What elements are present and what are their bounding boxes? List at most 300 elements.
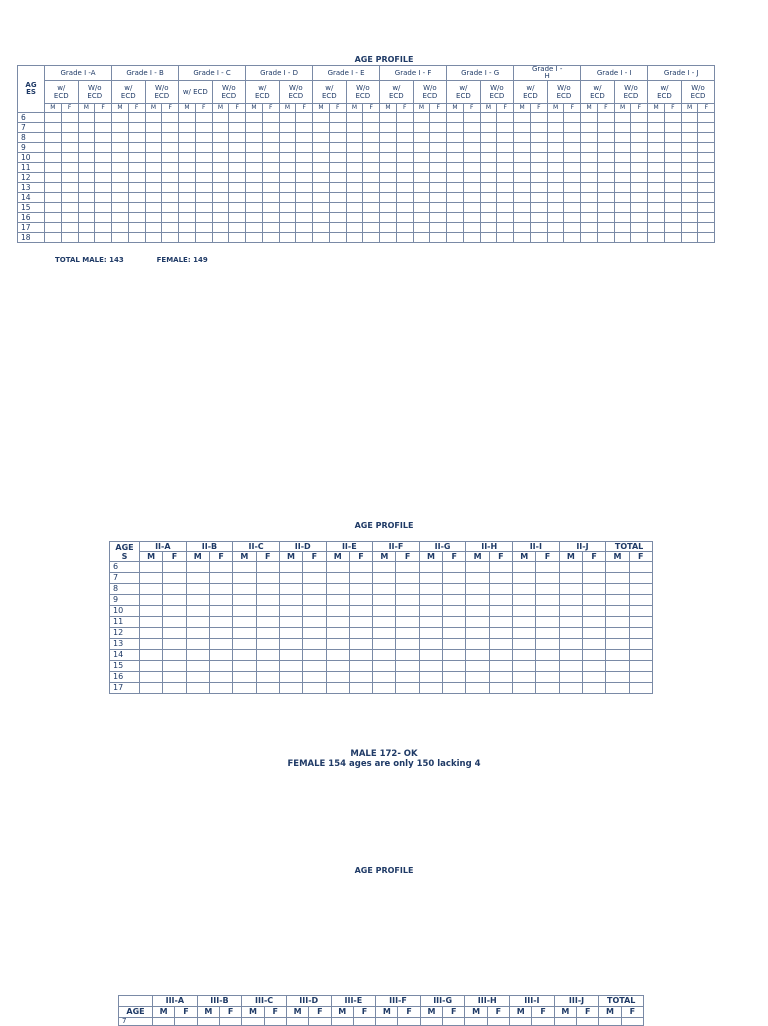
count-cell[interactable] xyxy=(256,617,279,628)
count-cell[interactable] xyxy=(229,233,246,243)
count-cell[interactable] xyxy=(396,639,419,650)
count-cell[interactable] xyxy=(145,143,162,153)
count-cell[interactable] xyxy=(163,661,186,672)
count-cell[interactable] xyxy=(162,233,179,243)
count-cell[interactable] xyxy=(229,173,246,183)
count-cell[interactable] xyxy=(614,113,631,123)
count-cell[interactable] xyxy=(363,183,380,193)
count-cell[interactable] xyxy=(296,143,313,153)
count-cell[interactable] xyxy=(279,213,296,223)
count-cell[interactable] xyxy=(597,123,614,133)
count-cell[interactable] xyxy=(195,143,212,153)
count-cell[interactable] xyxy=(163,639,186,650)
count-cell[interactable] xyxy=(614,143,631,153)
count-cell[interactable] xyxy=(547,173,564,183)
count-cell[interactable] xyxy=(179,193,196,203)
count-cell[interactable] xyxy=(430,233,447,243)
count-cell[interactable] xyxy=(313,123,330,133)
count-cell[interactable] xyxy=(233,672,256,683)
count-cell[interactable] xyxy=(564,163,581,173)
count-cell[interactable] xyxy=(497,163,514,173)
count-cell[interactable] xyxy=(128,173,145,183)
count-cell[interactable] xyxy=(559,661,582,672)
count-cell[interactable] xyxy=(128,133,145,143)
count-cell[interactable] xyxy=(581,163,598,173)
count-cell[interactable] xyxy=(346,113,363,123)
count-cell[interactable] xyxy=(233,628,256,639)
count-cell[interactable] xyxy=(564,213,581,223)
count-cell[interactable] xyxy=(313,233,330,243)
count-cell[interactable] xyxy=(163,683,186,694)
count-cell[interactable] xyxy=(163,606,186,617)
count-cell[interactable] xyxy=(246,143,263,153)
count-cell[interactable] xyxy=(606,595,629,606)
count-cell[interactable] xyxy=(179,113,196,123)
count-cell[interactable] xyxy=(396,628,419,639)
count-cell[interactable] xyxy=(209,595,232,606)
count-cell[interactable] xyxy=(140,650,163,661)
count-cell[interactable] xyxy=(582,584,605,595)
count-cell[interactable] xyxy=(145,113,162,123)
count-cell[interactable] xyxy=(61,213,78,223)
count-cell[interactable] xyxy=(179,123,196,133)
count-cell[interactable] xyxy=(497,133,514,143)
count-cell[interactable] xyxy=(513,617,536,628)
count-cell[interactable] xyxy=(212,163,229,173)
count-cell[interactable] xyxy=(346,223,363,233)
count-cell[interactable] xyxy=(373,584,396,595)
count-cell[interactable] xyxy=(597,203,614,213)
count-cell[interactable] xyxy=(313,133,330,143)
count-cell[interactable] xyxy=(162,183,179,193)
count-cell[interactable] xyxy=(629,562,652,573)
count-cell[interactable] xyxy=(195,193,212,203)
count-cell[interactable] xyxy=(61,223,78,233)
count-cell[interactable] xyxy=(279,133,296,143)
count-cell[interactable] xyxy=(564,173,581,183)
count-cell[interactable] xyxy=(162,113,179,123)
count-cell[interactable] xyxy=(698,173,715,183)
count-cell[interactable] xyxy=(246,183,263,193)
count-cell[interactable] xyxy=(373,628,396,639)
count-cell[interactable] xyxy=(279,113,296,123)
count-cell[interactable] xyxy=(466,650,489,661)
count-cell[interactable] xyxy=(536,672,559,683)
count-cell[interactable] xyxy=(514,123,531,133)
count-cell[interactable] xyxy=(606,573,629,584)
count-cell[interactable] xyxy=(396,683,419,694)
count-cell[interactable] xyxy=(489,606,512,617)
count-cell[interactable] xyxy=(112,173,129,183)
count-cell[interactable] xyxy=(681,143,698,153)
count-cell[interactable] xyxy=(530,163,547,173)
count-cell[interactable] xyxy=(597,213,614,223)
count-cell[interactable] xyxy=(349,661,372,672)
count-cell[interactable] xyxy=(664,173,681,183)
count-cell[interactable] xyxy=(128,233,145,243)
count-cell[interactable] xyxy=(380,133,397,143)
count-cell[interactable] xyxy=(463,193,480,203)
count-cell[interactable] xyxy=(45,163,62,173)
count-cell[interactable] xyxy=(262,143,279,153)
count-cell[interactable] xyxy=(419,683,442,694)
count-cell[interactable] xyxy=(413,163,430,173)
count-cell[interactable] xyxy=(681,123,698,133)
count-cell[interactable] xyxy=(229,163,246,173)
count-cell[interactable] xyxy=(212,143,229,153)
count-cell[interactable] xyxy=(140,639,163,650)
count-cell[interactable] xyxy=(530,123,547,133)
count-cell[interactable] xyxy=(179,233,196,243)
count-cell[interactable] xyxy=(212,213,229,223)
count-cell[interactable] xyxy=(480,203,497,213)
count-cell[interactable] xyxy=(631,163,648,173)
count-cell[interactable] xyxy=(698,183,715,193)
count-cell[interactable] xyxy=(179,163,196,173)
count-cell[interactable] xyxy=(396,193,413,203)
count-cell[interactable] xyxy=(443,650,466,661)
count-cell[interactable] xyxy=(212,113,229,123)
count-cell[interactable] xyxy=(648,233,665,243)
count-cell[interactable] xyxy=(296,153,313,163)
count-cell[interactable] xyxy=(413,213,430,223)
count-cell[interactable] xyxy=(648,133,665,143)
count-cell[interactable] xyxy=(329,123,346,133)
count-cell[interactable] xyxy=(246,163,263,173)
count-cell[interactable] xyxy=(614,183,631,193)
count-cell[interactable] xyxy=(279,650,302,661)
count-cell[interactable] xyxy=(145,163,162,173)
count-cell[interactable] xyxy=(262,183,279,193)
count-cell[interactable] xyxy=(629,606,652,617)
count-cell[interactable] xyxy=(489,573,512,584)
count-cell[interactable] xyxy=(559,606,582,617)
count-cell[interactable] xyxy=(564,123,581,133)
count-cell[interactable] xyxy=(313,193,330,203)
count-cell[interactable] xyxy=(514,163,531,173)
count-cell[interactable] xyxy=(329,223,346,233)
count-cell[interactable] xyxy=(513,672,536,683)
count-cell[interactable] xyxy=(233,661,256,672)
count-cell[interactable] xyxy=(140,584,163,595)
count-cell[interactable] xyxy=(463,183,480,193)
count-cell[interactable] xyxy=(145,203,162,213)
count-cell[interactable] xyxy=(45,203,62,213)
count-cell[interactable] xyxy=(363,213,380,223)
count-cell[interactable] xyxy=(466,595,489,606)
count-cell[interactable] xyxy=(229,153,246,163)
count-cell[interactable] xyxy=(530,143,547,153)
count-cell[interactable] xyxy=(163,617,186,628)
count-cell[interactable] xyxy=(480,213,497,223)
count-cell[interactable] xyxy=(373,650,396,661)
count-cell[interactable] xyxy=(396,584,419,595)
count-cell[interactable] xyxy=(698,133,715,143)
count-cell[interactable] xyxy=(128,163,145,173)
count-cell[interactable] xyxy=(195,223,212,233)
count-cell[interactable] xyxy=(631,113,648,123)
count-cell[interactable] xyxy=(128,223,145,233)
count-cell[interactable] xyxy=(209,606,232,617)
count-cell[interactable] xyxy=(648,153,665,163)
count-cell[interactable] xyxy=(186,573,209,584)
count-cell[interactable] xyxy=(514,143,531,153)
count-cell[interactable] xyxy=(514,193,531,203)
count-cell[interactable] xyxy=(513,595,536,606)
count-cell[interactable] xyxy=(209,562,232,573)
count-cell[interactable] xyxy=(698,193,715,203)
count-cell[interactable] xyxy=(581,203,598,213)
count-cell[interactable] xyxy=(480,113,497,123)
count-cell[interactable] xyxy=(480,163,497,173)
count-cell[interactable] xyxy=(597,223,614,233)
count-cell[interactable] xyxy=(547,183,564,193)
count-cell[interactable] xyxy=(363,233,380,243)
count-cell[interactable] xyxy=(396,123,413,133)
count-cell[interactable] xyxy=(256,584,279,595)
count-cell[interactable] xyxy=(45,153,62,163)
count-cell[interactable] xyxy=(530,133,547,143)
count-cell[interactable] xyxy=(419,661,442,672)
count-cell[interactable] xyxy=(256,683,279,694)
count-cell[interactable] xyxy=(279,233,296,243)
count-cell[interactable] xyxy=(489,584,512,595)
count-cell[interactable] xyxy=(262,193,279,203)
count-cell[interactable] xyxy=(380,193,397,203)
count-cell[interactable] xyxy=(112,143,129,153)
count-cell[interactable] xyxy=(303,683,326,694)
count-cell[interactable] xyxy=(606,562,629,573)
count-cell[interactable] xyxy=(212,173,229,183)
count-cell[interactable] xyxy=(209,628,232,639)
count-cell[interactable] xyxy=(229,223,246,233)
count-cell[interactable] xyxy=(530,113,547,123)
count-cell[interactable] xyxy=(186,617,209,628)
count-cell[interactable] xyxy=(597,163,614,173)
count-cell[interactable] xyxy=(497,223,514,233)
count-cell[interactable] xyxy=(145,213,162,223)
count-cell[interactable] xyxy=(313,143,330,153)
count-cell[interactable] xyxy=(346,143,363,153)
count-cell[interactable] xyxy=(413,153,430,163)
count-cell[interactable] xyxy=(648,173,665,183)
count-cell[interactable] xyxy=(564,113,581,123)
count-cell[interactable] xyxy=(536,595,559,606)
count-cell[interactable] xyxy=(256,650,279,661)
count-cell[interactable] xyxy=(497,183,514,193)
count-cell[interactable] xyxy=(61,133,78,143)
count-cell[interactable] xyxy=(349,595,372,606)
count-cell[interactable] xyxy=(514,203,531,213)
count-cell[interactable] xyxy=(95,193,112,203)
count-cell[interactable] xyxy=(303,562,326,573)
count-cell[interactable] xyxy=(349,628,372,639)
count-cell[interactable] xyxy=(145,173,162,183)
count-cell[interactable] xyxy=(233,584,256,595)
count-cell[interactable] xyxy=(681,153,698,163)
count-cell[interactable] xyxy=(163,595,186,606)
count-cell[interactable] xyxy=(681,173,698,183)
count-cell[interactable] xyxy=(698,213,715,223)
count-cell[interactable] xyxy=(376,1018,398,1026)
count-cell[interactable] xyxy=(536,683,559,694)
count-cell[interactable] xyxy=(112,213,129,223)
count-cell[interactable] xyxy=(629,639,652,650)
count-cell[interactable] xyxy=(447,193,464,203)
count-cell[interactable] xyxy=(536,606,559,617)
count-cell[interactable] xyxy=(373,573,396,584)
count-cell[interactable] xyxy=(95,183,112,193)
count-cell[interactable] xyxy=(581,113,598,123)
count-cell[interactable] xyxy=(564,223,581,233)
count-cell[interactable] xyxy=(480,193,497,203)
count-cell[interactable] xyxy=(279,683,302,694)
count-cell[interactable] xyxy=(233,683,256,694)
count-cell[interactable] xyxy=(466,562,489,573)
count-cell[interactable] xyxy=(419,617,442,628)
count-cell[interactable] xyxy=(329,133,346,143)
count-cell[interactable] xyxy=(329,183,346,193)
count-cell[interactable] xyxy=(279,617,302,628)
count-cell[interactable] xyxy=(195,163,212,173)
count-cell[interactable] xyxy=(363,143,380,153)
count-cell[interactable] xyxy=(547,213,564,223)
count-cell[interactable] xyxy=(396,562,419,573)
count-cell[interactable] xyxy=(195,213,212,223)
count-cell[interactable] xyxy=(349,606,372,617)
count-cell[interactable] xyxy=(380,223,397,233)
count-cell[interactable] xyxy=(606,672,629,683)
count-cell[interactable] xyxy=(229,213,246,223)
count-cell[interactable] xyxy=(246,113,263,123)
count-cell[interactable] xyxy=(480,153,497,163)
count-cell[interactable] xyxy=(463,133,480,143)
count-cell[interactable] xyxy=(186,584,209,595)
count-cell[interactable] xyxy=(45,123,62,133)
count-cell[interactable] xyxy=(430,153,447,163)
count-cell[interactable] xyxy=(581,233,598,243)
count-cell[interactable] xyxy=(447,123,464,133)
count-cell[interactable] xyxy=(664,133,681,143)
count-cell[interactable] xyxy=(186,639,209,650)
count-cell[interactable] xyxy=(581,153,598,163)
count-cell[interactable] xyxy=(419,650,442,661)
count-cell[interactable] xyxy=(447,143,464,153)
count-cell[interactable] xyxy=(346,183,363,193)
count-cell[interactable] xyxy=(61,143,78,153)
count-cell[interactable] xyxy=(78,233,95,243)
count-cell[interactable] xyxy=(547,123,564,133)
count-cell[interactable] xyxy=(162,163,179,173)
count-cell[interactable] xyxy=(443,562,466,573)
count-cell[interactable] xyxy=(296,223,313,233)
count-cell[interactable] xyxy=(564,193,581,203)
count-cell[interactable] xyxy=(466,639,489,650)
count-cell[interactable] xyxy=(195,133,212,143)
count-cell[interactable] xyxy=(329,163,346,173)
count-cell[interactable] xyxy=(582,672,605,683)
count-cell[interactable] xyxy=(179,223,196,233)
count-cell[interactable] xyxy=(140,562,163,573)
count-cell[interactable] xyxy=(581,133,598,143)
count-cell[interactable] xyxy=(78,123,95,133)
count-cell[interactable] xyxy=(61,233,78,243)
count-cell[interactable] xyxy=(145,133,162,143)
count-cell[interactable] xyxy=(396,223,413,233)
count-cell[interactable] xyxy=(614,223,631,233)
count-cell[interactable] xyxy=(681,193,698,203)
count-cell[interactable] xyxy=(233,562,256,573)
count-cell[interactable] xyxy=(329,113,346,123)
count-cell[interactable] xyxy=(363,153,380,163)
count-cell[interactable] xyxy=(631,223,648,233)
count-cell[interactable] xyxy=(530,223,547,233)
count-cell[interactable] xyxy=(582,683,605,694)
count-cell[interactable] xyxy=(331,1018,353,1026)
count-cell[interactable] xyxy=(447,183,464,193)
count-cell[interactable] xyxy=(195,113,212,123)
count-cell[interactable] xyxy=(466,683,489,694)
count-cell[interactable] xyxy=(78,163,95,173)
count-cell[interactable] xyxy=(597,193,614,203)
count-cell[interactable] xyxy=(648,223,665,233)
count-cell[interactable] xyxy=(112,133,129,143)
count-cell[interactable] xyxy=(233,617,256,628)
count-cell[interactable] xyxy=(303,595,326,606)
count-cell[interactable] xyxy=(212,193,229,203)
count-cell[interactable] xyxy=(463,213,480,223)
count-cell[interactable] xyxy=(396,213,413,223)
count-cell[interactable] xyxy=(664,153,681,163)
count-cell[interactable] xyxy=(326,683,349,694)
count-cell[interactable] xyxy=(497,123,514,133)
count-cell[interactable] xyxy=(326,562,349,573)
count-cell[interactable] xyxy=(262,173,279,183)
count-cell[interactable] xyxy=(373,595,396,606)
count-cell[interactable] xyxy=(564,183,581,193)
count-cell[interactable] xyxy=(413,143,430,153)
count-cell[interactable] xyxy=(447,163,464,173)
count-cell[interactable] xyxy=(430,203,447,213)
count-cell[interactable] xyxy=(246,133,263,143)
count-cell[interactable] xyxy=(346,233,363,243)
count-cell[interactable] xyxy=(95,153,112,163)
count-cell[interactable] xyxy=(353,1018,375,1026)
count-cell[interactable] xyxy=(430,173,447,183)
count-cell[interactable] xyxy=(396,595,419,606)
count-cell[interactable] xyxy=(606,683,629,694)
count-cell[interactable] xyxy=(664,163,681,173)
count-cell[interactable] xyxy=(112,163,129,173)
count-cell[interactable] xyxy=(396,606,419,617)
count-cell[interactable] xyxy=(497,193,514,203)
count-cell[interactable] xyxy=(296,193,313,203)
count-cell[interactable] xyxy=(530,233,547,243)
count-cell[interactable] xyxy=(514,213,531,223)
count-cell[interactable] xyxy=(363,113,380,123)
count-cell[interactable] xyxy=(559,617,582,628)
count-cell[interactable] xyxy=(581,213,598,223)
count-cell[interactable] xyxy=(45,183,62,193)
count-cell[interactable] xyxy=(140,573,163,584)
count-cell[interactable] xyxy=(463,223,480,233)
count-cell[interactable] xyxy=(313,203,330,213)
count-cell[interactable] xyxy=(443,573,466,584)
count-cell[interactable] xyxy=(78,203,95,213)
count-cell[interactable] xyxy=(279,193,296,203)
count-cell[interactable] xyxy=(186,562,209,573)
count-cell[interactable] xyxy=(209,584,232,595)
